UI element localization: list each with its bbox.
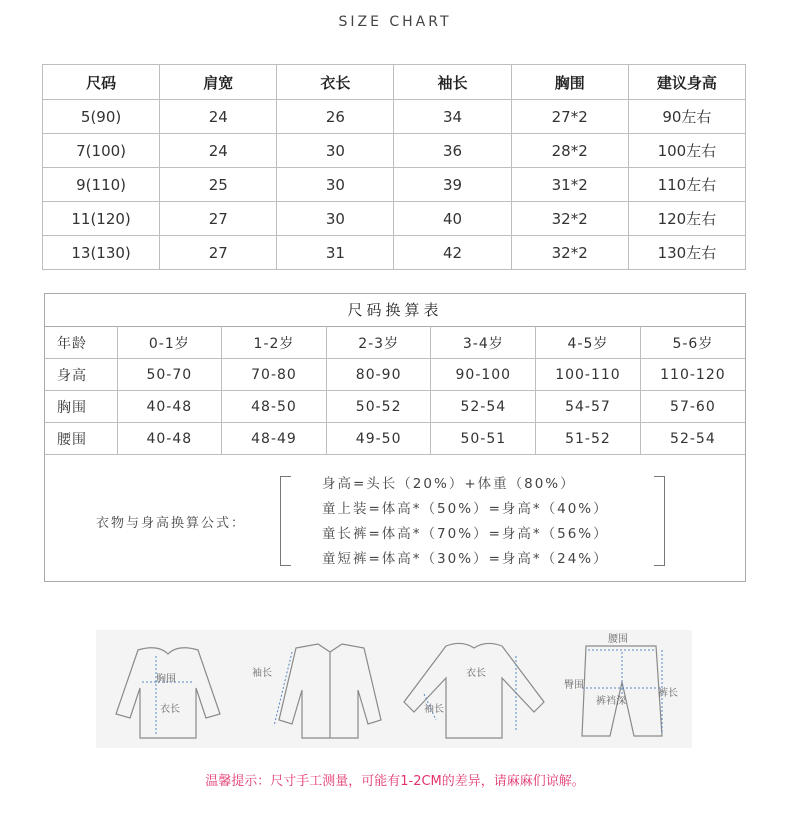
conversion-table [45, 326, 745, 455]
label-pants-length: 裤长 [658, 688, 678, 699]
table-cell: 57-60 [640, 391, 745, 423]
formula-line: 童上装=体高*（50%）=身高*（40%） [322, 501, 609, 517]
table-row [45, 327, 745, 359]
table-cell: 100左右 [628, 134, 745, 168]
table-cell: 28*2 [511, 134, 628, 168]
table-cell: 50-51 [431, 423, 536, 455]
table-cell: 3-4岁 [431, 327, 536, 359]
table-cell: 130左右 [628, 236, 745, 270]
table-cell: 50-52 [326, 391, 431, 423]
table-cell: 90-100 [431, 359, 536, 391]
table-cell: 11(120) [43, 202, 160, 236]
header-shoulder: 肩宽 [160, 65, 277, 100]
formula-line: 童长裤=体高*（70%）=身高*（56%） [322, 526, 609, 542]
table-cell: 90左右 [628, 100, 745, 134]
conversion-title: 尺码换算表 [347, 301, 443, 319]
formula-label: 衣物与身高换算公式： [96, 516, 247, 531]
table-cell: 9(110) [43, 168, 160, 202]
table-cell: 52-54 [640, 423, 745, 455]
size-table-header-row [43, 65, 746, 100]
formula-bracket-right [654, 476, 665, 566]
table-cell: 70-80 [222, 359, 327, 391]
table-cell: 110左右 [628, 168, 745, 202]
label-hip: 臀围 [564, 680, 584, 691]
formula-line: 童短裤=体高*（30%）=身高*（24%） [322, 551, 609, 567]
table-cell: 32*2 [511, 202, 628, 236]
label-length1: 衣长 [160, 704, 180, 715]
table-cell: 80-90 [326, 359, 431, 391]
garment-diagram [96, 630, 692, 748]
table-cell: 24 [160, 134, 277, 168]
label-sleeve2: 袖长 [424, 704, 444, 715]
table-cell: 27 [160, 202, 277, 236]
table-row [45, 391, 745, 423]
table-cell: 54-57 [536, 391, 641, 423]
table-cell: 51-52 [536, 423, 641, 455]
table-cell: 52-54 [431, 391, 536, 423]
table-cell: 42 [394, 236, 511, 270]
size-table [42, 64, 746, 270]
table-cell: 30 [277, 134, 394, 168]
table-cell: 34 [394, 100, 511, 134]
table-row [45, 423, 745, 455]
table-cell: 2-3岁 [326, 327, 431, 359]
label-length2: 衣长 [466, 668, 486, 679]
table-cell: 0-1岁 [117, 327, 222, 359]
table-cell: 30 [277, 202, 394, 236]
table-cell: 40 [394, 202, 511, 236]
table-cell: 5(90) [43, 100, 160, 134]
row-label-chest: 胸围 [45, 391, 117, 423]
table-cell: 4-5岁 [536, 327, 641, 359]
table-row [43, 168, 746, 202]
header-size: 尺码 [43, 65, 160, 100]
table-cell: 39 [394, 168, 511, 202]
table-cell: 24 [160, 100, 277, 134]
formula-bracket-left [280, 476, 291, 566]
table-cell: 50-70 [117, 359, 222, 391]
table-row [43, 202, 746, 236]
row-label-age: 年龄 [45, 327, 117, 359]
row-label-waist: 腰围 [45, 423, 117, 455]
label-chest: 胸围 [156, 674, 176, 685]
table-cell: 26 [277, 100, 394, 134]
sweatshirt-icon [404, 643, 544, 738]
table-row [43, 134, 746, 168]
measurement-illustrations [96, 630, 692, 748]
table-cell: 40-48 [117, 423, 222, 455]
table-cell: 27*2 [511, 100, 628, 134]
table-cell: 48-49 [222, 423, 327, 455]
table-cell: 32*2 [511, 236, 628, 270]
table-cell: 36 [394, 134, 511, 168]
table-cell: 110-120 [640, 359, 745, 391]
tshirt-icon [116, 648, 220, 738]
table-cell: 31 [277, 236, 394, 270]
label-rise: 裤裆深 [596, 696, 626, 707]
row-label-height: 身高 [45, 359, 117, 391]
table-cell: 100-110 [536, 359, 641, 391]
warm-tip-note: 温馨提示：尺寸手工测量，可能有1-2CM的差异，请麻麻们谅解。 [205, 774, 585, 789]
table-row [43, 100, 746, 134]
page-title: SIZE CHART [338, 14, 452, 30]
formula-line: 身高=头长（20%）+体重（80%） [322, 476, 576, 492]
header-sleeve: 袖长 [394, 65, 511, 100]
table-cell: 7(100) [43, 134, 160, 168]
header-length: 衣长 [277, 65, 394, 100]
table-cell: 48-50 [222, 391, 327, 423]
header-height: 建议身高 [628, 65, 745, 100]
pants-icon [582, 646, 662, 736]
label-sleeve1: 袖长 [252, 668, 272, 679]
label-waist: 腰围 [608, 634, 628, 645]
table-cell: 27 [160, 236, 277, 270]
table-cell: 40-48 [117, 391, 222, 423]
table-row [45, 359, 745, 391]
table-cell: 49-50 [326, 423, 431, 455]
table-row [43, 236, 746, 270]
table-cell: 5-6岁 [640, 327, 745, 359]
table-cell: 13(130) [43, 236, 160, 270]
table-cell: 31*2 [511, 168, 628, 202]
table-cell: 25 [160, 168, 277, 202]
table-cell: 30 [277, 168, 394, 202]
header-chest: 胸围 [511, 65, 628, 100]
table-cell: 120左右 [628, 202, 745, 236]
table-cell: 1-2岁 [222, 327, 327, 359]
